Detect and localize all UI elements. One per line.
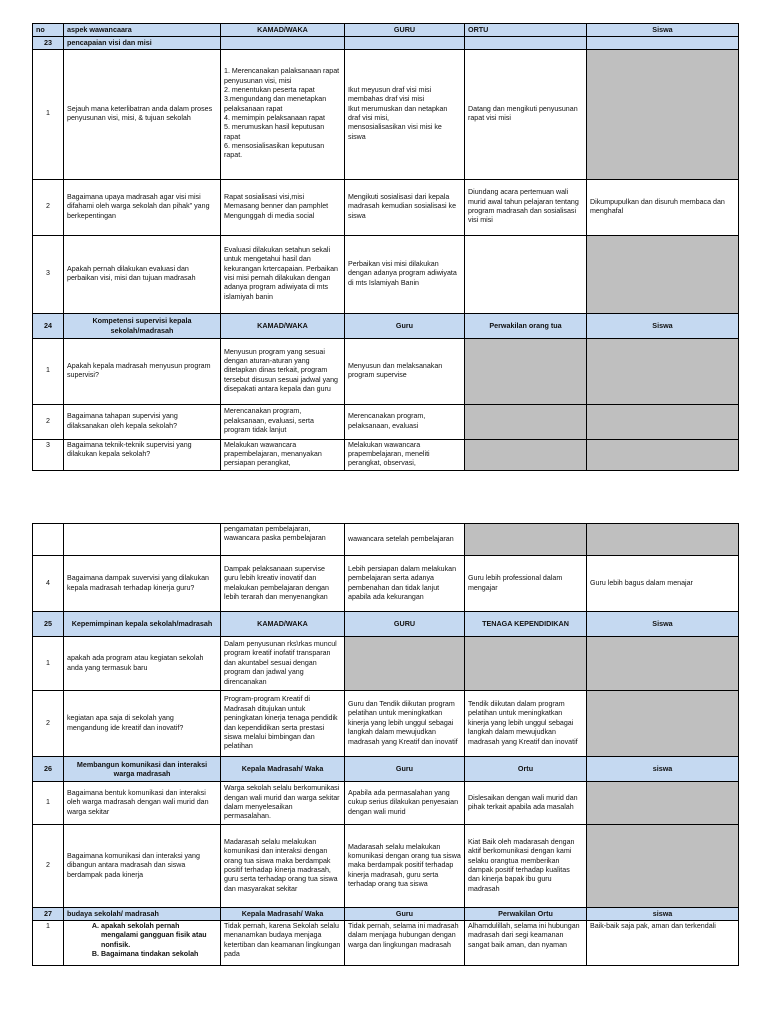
kamad-cell: Program-program Kreatif di Madrasah ditujukan untuk peningkatan kinerja tenaga pendidik dan kependidikan serta prestasi siswa melalui bimbingan dan pelatihan xyxy=(221,691,345,757)
row-number: 3 xyxy=(33,439,64,470)
section-number: 27 xyxy=(33,908,64,921)
col-guru: Guru xyxy=(345,757,465,782)
col-kamad: Kepala Madrasah/ Waka xyxy=(221,757,345,782)
aspek-cell: Apakah pernah dilakukan evaluasi dan perbaikan visi, misi dan tujuan madrasah xyxy=(64,235,221,313)
table-row xyxy=(33,556,739,612)
table-row xyxy=(33,179,739,235)
ortu-cell xyxy=(465,439,587,470)
tendik-cell xyxy=(465,637,587,691)
kamad-cell: Tidak pernah, karena Sekolah selalu menanamkan budaya menjaga ketertiban dan keamanan lingkungan pada xyxy=(221,921,345,966)
ortu-cell: Dislesaikan dengan wali murid dan pihak terkait apabila ada masalah xyxy=(465,782,587,825)
kamad-cell: Menyusun program yang sesuai dengan aturan-aturan yang ditetapkan dinas terkait, program tersebut disusun sesuai jadwal yang disepakati antara kepala dan guru xyxy=(221,338,345,404)
siswa-cell: Baik-baik saja pak, aman dan terkendali xyxy=(587,921,739,966)
col-siswa: Siswa xyxy=(587,612,739,637)
guru-cell: wawancara setelah pembelajaran xyxy=(345,524,465,556)
section-row-26 xyxy=(33,757,739,782)
aspek-cell: Apakah kepala madrasah menyusun program supervisi? xyxy=(64,338,221,404)
siswa-cell xyxy=(587,404,739,439)
ortu-cell: Diundang acara pertemuan wali murid awal tahun pelajaran tentang program madrasah dan sosialisasi visi misi xyxy=(465,179,587,235)
interview-table-part1 xyxy=(32,23,739,471)
ortu-cell: Datang dan mengikuti penyusunan rapat visi misi xyxy=(465,49,587,179)
kamad-cell: Merencanakan program, pelaksanaan, evaluasi, serta program tidak lanjut xyxy=(221,404,345,439)
kamad-cell: Melakukan wawancara prapembelajaran, menanyakan persiapan perangkat, xyxy=(221,439,345,470)
guru-cell: Ikut meyusun draf visi misi membahas draf visi misi Ikut merumuskan dan netapkan draf visi misi, mensosialisasikan visi misi ke siswa xyxy=(345,49,465,179)
guru-cell: Merencanakan program, pelaksanaan, evaluasi xyxy=(345,404,465,439)
row-number: 4 xyxy=(33,556,64,612)
row-number: 2 xyxy=(33,404,64,439)
col-kamad: Kepala Madrasah/ Waka xyxy=(221,908,345,921)
siswa-cell xyxy=(587,691,739,757)
row-number: 2 xyxy=(33,825,64,908)
guru-cell: Melakukan wawancara prapembelajaran, meneliti perangkat, observasi, xyxy=(345,439,465,470)
siswa-cell: Dikumpupulkan dan disuruh membaca dan menghafal xyxy=(587,179,739,235)
tendik-cell: Tendik diikutan dalam program pelatihan untuk meningkatkan kinerja yang lebih unggul sebagai langkah dalam mewujudkan madrasah yang Kreatif dan inovatif xyxy=(465,691,587,757)
row-number: 2 xyxy=(33,691,64,757)
ortu-cell xyxy=(465,524,587,556)
aspek-cell: Bagaimana tahapan supervisi yang dilaksanakan oleh kepala sekolah? xyxy=(64,404,221,439)
siswa-cell xyxy=(587,637,739,691)
col-ortu: Ortu xyxy=(465,757,587,782)
guru-cell: Perbaikan visi misi dilakukan dengan adanya program adiwiyata di mts Islamiyah Banin xyxy=(345,235,465,313)
section-number: 25 xyxy=(33,612,64,637)
table-row xyxy=(33,691,739,757)
col-no: no xyxy=(33,24,64,37)
kamad-cell: Dampak pelaksanaan supervise guru lebih kreativ inovatif dan melakukan pembelajaran dengan lebih terarah dan menyenangkan xyxy=(221,556,345,612)
col-siswa: siswa xyxy=(587,908,739,921)
row-number: 1 xyxy=(33,637,64,691)
col-kamad: KAMAD/WAKA xyxy=(221,612,345,637)
ortu-cell xyxy=(465,404,587,439)
table-row xyxy=(33,439,739,470)
aspek-list xyxy=(67,922,217,959)
ortu-cell xyxy=(465,338,587,404)
col-guru: Guru xyxy=(345,908,465,921)
table-row xyxy=(33,782,739,825)
column-header-row xyxy=(33,24,739,37)
siswa-cell: Guru lebih bagus dalam menajar xyxy=(587,556,739,612)
siswa-cell xyxy=(587,782,739,825)
col-kamad: KAMAD/WAKA xyxy=(221,24,345,37)
col-tendik: TENAGA KEPENDIDIKAN xyxy=(465,612,587,637)
table-row xyxy=(33,49,739,179)
aspek-cell: Bagaimana bentuk komunikasi dan interaksi oleh warga madrasah dengan wali murid dan warga sekitar xyxy=(64,782,221,825)
aspek-cell: Bagaimana teknik-teknik supervisi yang dilakukan kepala sekolah? xyxy=(64,439,221,470)
section-title: Kompetensi supervisi kepala sekolah/madrasah xyxy=(64,313,221,338)
row-number: 1 xyxy=(33,921,64,966)
siswa-cell xyxy=(587,439,739,470)
col-guru: GURU xyxy=(345,24,465,37)
section-number: 26 xyxy=(33,757,64,782)
kamad-cell: Rapat sosialisasi visi,misi Memasang benner dan pamphlet Mengunggah di media social xyxy=(221,179,345,235)
guru-cell: Apabila ada permasalahan yang cukup serius dilakukan penyesaian dengan wali murid xyxy=(345,782,465,825)
section-title: budaya sekolah/ madrasah xyxy=(64,908,221,921)
aspek-cell: Bagaimana komunikasi dan interaksi yang dibangun antara madrasah dan siswa berdampak pada kinerja xyxy=(64,825,221,908)
section-row-27 xyxy=(33,908,739,921)
section-number: 23 xyxy=(33,37,64,50)
table-row-continued xyxy=(33,524,739,556)
table-row xyxy=(33,235,739,313)
col-guru: Guru xyxy=(345,313,465,338)
section-title: pencapaian visi dan misi xyxy=(64,37,221,50)
row-number: 3 xyxy=(33,235,64,313)
list-item: A. apakah sekolah pernah mengalami gangguan fisik atau nonfisik. xyxy=(101,922,217,950)
kamad-cell: Madarasah selalu melakukan komunikasi dan interaksi dengan orang tua siswa maka berdampak positif terhadap kinerja madrasah, guru serta terhadap orang tua siswa dan masyarakat sekitar xyxy=(221,825,345,908)
col-ortu: Perwakilan orang tua xyxy=(465,313,587,338)
siswa-cell xyxy=(587,825,739,908)
kamad-cell: Dalam penyusunan rks\rkas muncul program kreatif inofatif transparan dan akuntabel sesuai dengan program dan jadwal yang direncanakan xyxy=(221,637,345,691)
row-number: 1 xyxy=(33,782,64,825)
siswa-cell xyxy=(587,338,739,404)
col-kamad: KAMAD/WAKA xyxy=(221,313,345,338)
aspek-cell: apakah ada program atau kegiatan sekolah anda yang termasuk baru xyxy=(64,637,221,691)
aspek-cell: Sejauh mana keterlibatran anda dalam proses penyusunan visi, misi, & tujuan sekolah xyxy=(64,49,221,179)
row-number: 1 xyxy=(33,49,64,179)
aspek-cell xyxy=(64,921,221,966)
ortu-cell: Guru lebih professional dalam mengajar xyxy=(465,556,587,612)
guru-cell: Menyusun dan melaksanakan program supervise xyxy=(345,338,465,404)
kamad-cell: 1. Merencanakan palaksanaan rapat penyusunan visi, misi 2. menentukan peserta rapat 3.mengundang dan menetapkan pelaksanaan rapat 4. memimpin pelaksanaan rapat 5. merumuskan hasil keputusan rapat 6. mensosialisasikan keputusan rapat. xyxy=(221,49,345,179)
guru-cell: Tidak pernah, selama ini madrasah dalam menjaga hubungan dengan warga dan lingkungan madrasah xyxy=(345,921,465,966)
kamad-cell: Evaluasi dilakukan setahun sekali untuk mengetahui hasil dan kekurangan krtercapaian. Perbaikan visi misi pernah dilakukan dengan adanya program adiwiyata di mts islamiyah banin xyxy=(221,235,345,313)
list-item: B. Bagaimana tindakan sekolah xyxy=(101,950,217,959)
section-title: Kepemimpinan kepala sekolah/madrasah xyxy=(64,612,221,637)
siswa-cell xyxy=(587,524,739,556)
kamad-cell: pengamatan pembelajaran, wawancara paska pembelajaran xyxy=(221,524,345,556)
col-siswa: siswa xyxy=(587,757,739,782)
table-row xyxy=(33,404,739,439)
guru-cell: Guru dan Tendik diikutan program pelatihan untuk meningkatkan kinerja yang lebih unggul sebagai langkah dalam mewujudkan madrasah yang Kreatif dan inovatif xyxy=(345,691,465,757)
col-siswa: Siswa xyxy=(587,24,739,37)
table-row xyxy=(33,921,739,966)
aspek-cell: kegiatan apa saja di sekolah yang mengandung ide kreatif dan inovatif? xyxy=(64,691,221,757)
table-row xyxy=(33,338,739,404)
section-row-25 xyxy=(33,612,739,637)
col-guru: GURU xyxy=(345,612,465,637)
guru-cell: Lebih persiapan dalam melakukan pembelajaran serta adanya pembenahan dan tidak lanjut apabila ada kekurangan xyxy=(345,556,465,612)
section-title: Membangun komunikasi dan interaksi warga madrasah xyxy=(64,757,221,782)
siswa-cell xyxy=(587,235,739,313)
col-ortu: Perwakilan Ortu xyxy=(465,908,587,921)
ortu-cell: Kiat Baik oleh madarasah dengan aktif berkomunikasi dengan kami selaku orangtua memberikan dampak positif terhadap kualitas dan kinerja bapak ibu guru madrasah xyxy=(465,825,587,908)
kamad-cell: Warga sekolah selalu berkomunikasi dengan wali murid dan warga sekitar dalam menyelesaikan permasalahan. xyxy=(221,782,345,825)
col-aspek: aspek wawancaara xyxy=(64,24,221,37)
table-row xyxy=(33,825,739,908)
guru-cell xyxy=(345,637,465,691)
aspek-cell: Bagaimana dampak suvervisi yang dilakukan kepala madrasah terhadap kinerja guru? xyxy=(64,556,221,612)
section-row-23 xyxy=(33,37,739,50)
aspek-cell: Bagaimana upaya madrasah agar visi misi difahami oleh warga sekolah dan pihak" yang berkepentingan xyxy=(64,179,221,235)
siswa-cell xyxy=(587,49,739,179)
section-number: 24 xyxy=(33,313,64,338)
guru-cell: Madarasah selalu melakukan komunikasi dengan orang tua siswa maka berdampak positif terhadap kinerja madrasah, guru serta terhadap orang tua siswa xyxy=(345,825,465,908)
guru-cell: Mengikuti sosialisasi dari kepala madrasah kemudian sosialisasi ke siswa xyxy=(345,179,465,235)
section-row-24 xyxy=(33,313,739,338)
col-ortu: ORTU xyxy=(465,24,587,37)
ortu-cell xyxy=(465,235,587,313)
table-row xyxy=(33,637,739,691)
col-siswa: Siswa xyxy=(587,313,739,338)
ortu-cell: Alhamdulillah, selama ini hubungan madrasah dari segi keamanan sangat baik aman, dan nyaman xyxy=(465,921,587,966)
interview-table-part2 xyxy=(32,523,739,966)
row-number: 1 xyxy=(33,338,64,404)
row-number: 2 xyxy=(33,179,64,235)
